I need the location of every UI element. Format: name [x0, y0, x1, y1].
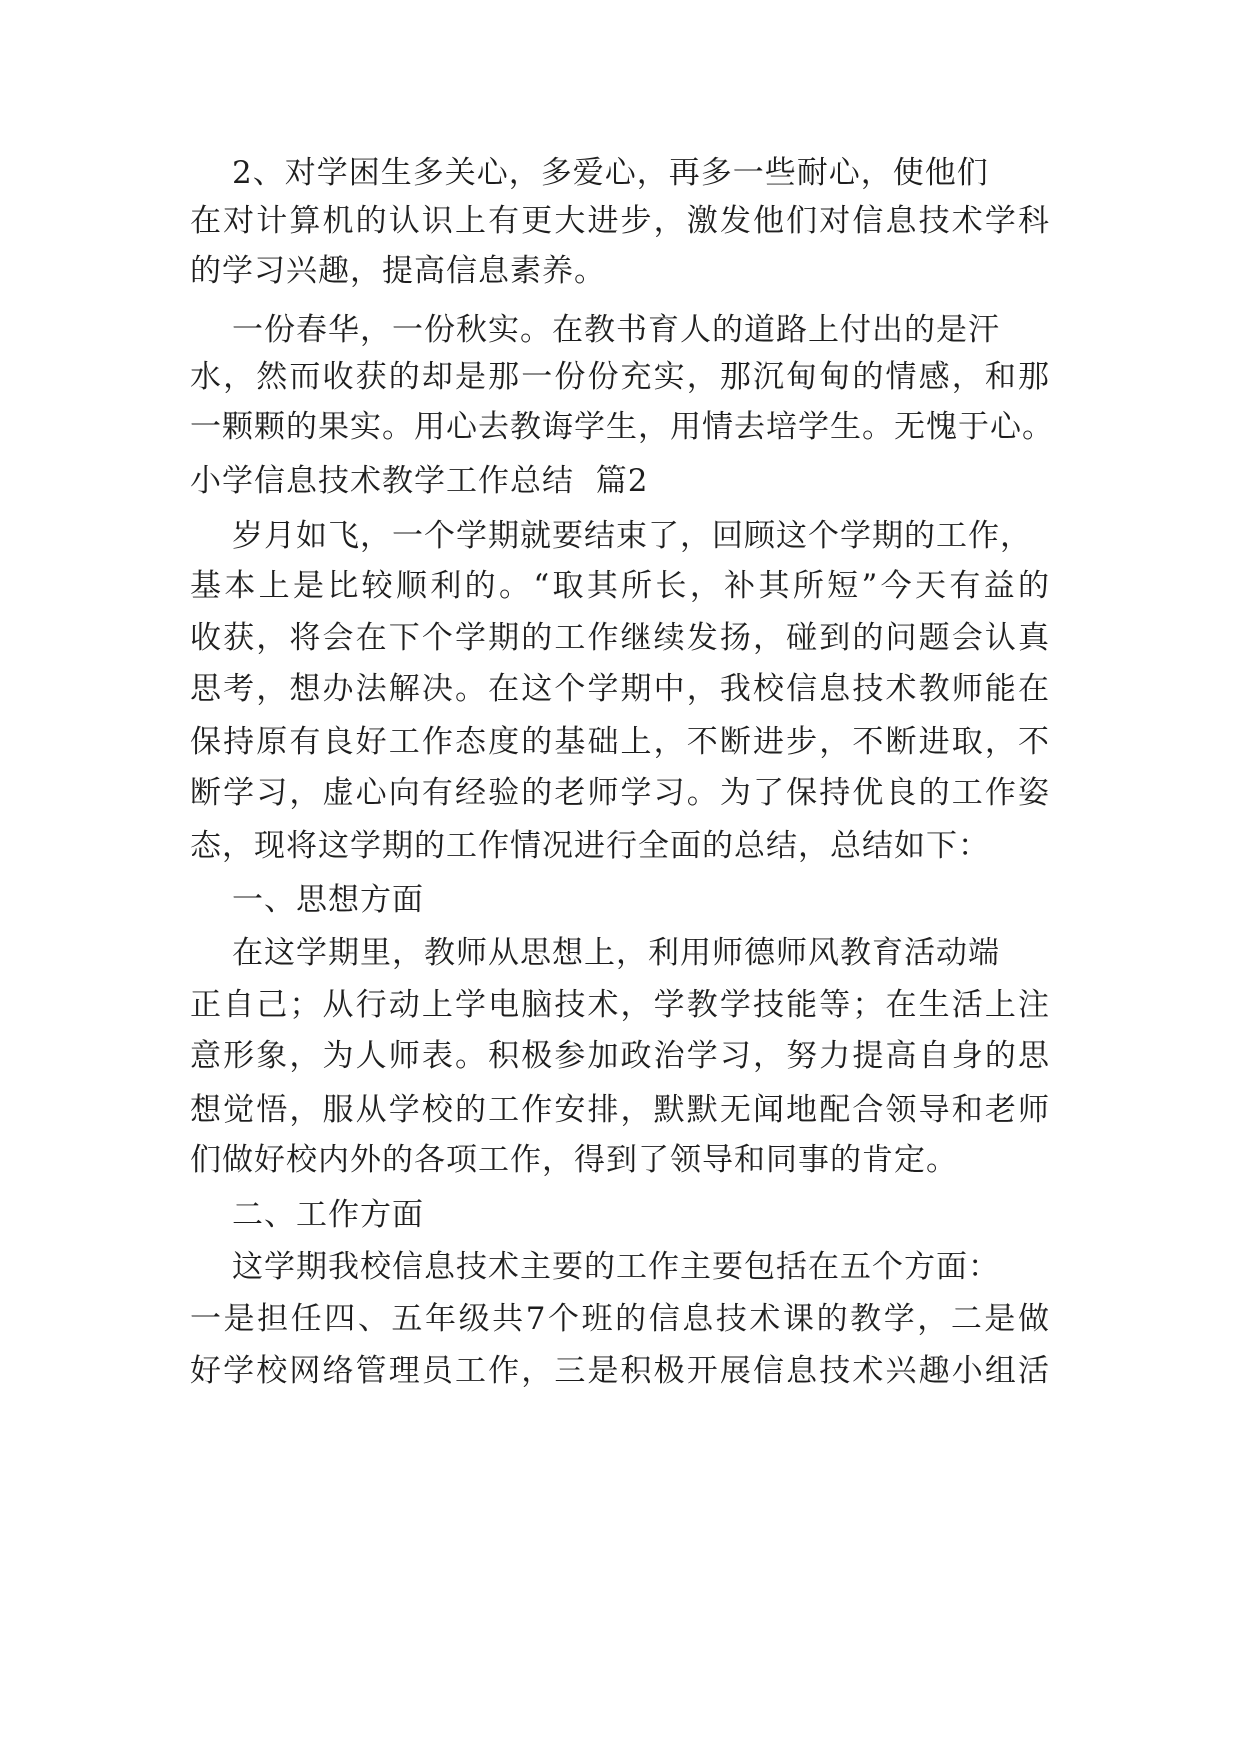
- paragraph-line: 的学习兴趣，提高信息素养。: [190, 253, 606, 289]
- paragraph-line: 们做好校内外的各项工作，得到了领导和同事的肯定。: [190, 1142, 958, 1178]
- section-heading: 一、思想方面: [232, 882, 424, 918]
- paragraph-line: 这学期我校信息技术主要的工作主要包括在五个方面：: [232, 1249, 1000, 1285]
- paragraph-line: 保持原有良好工作态度的基础上，不断进步，不断进取，不: [190, 724, 1050, 760]
- paragraph-line: 水，然而收获的却是那一份份充实，那沉甸甸的情感，和那: [190, 359, 1050, 395]
- paragraph-line: 态，现将这学期的工作情况进行全面的总结，总结如下：: [190, 828, 990, 864]
- paragraph-line: 2、对学困生多关心，多爱心，再多一些耐心，使他们: [232, 155, 989, 191]
- paragraph-line: 一份春华，一份秋实。在教书育人的道路上付出的是汗: [232, 312, 1000, 348]
- paragraph-line: 想觉悟，服从学校的工作安排，默默无闻地配合领导和老师: [190, 1092, 1050, 1128]
- paragraph-line: 一是担任四、五年级共7个班的信息技术课的教学，二是做: [190, 1301, 1050, 1337]
- paragraph-line: 好学校网络管理员工作，三是积极开展信息技术兴趣小组活: [190, 1353, 1050, 1389]
- paragraph-line: 收获，将会在下个学期的工作继续发扬，碰到的问题会认真: [190, 620, 1050, 656]
- paragraph-line: 一颗颗的果实。用心去教诲学生，用情去培学生。无愧于心。: [190, 409, 1054, 445]
- paragraph-line: 基本上是比较顺利的。“取其所长，补其所短”今天有益的: [190, 568, 1050, 604]
- paragraph-line: 在这学期里，教师从思想上，利用师德师风教育活动端: [232, 935, 1000, 971]
- paragraph-line: 思考，想办法解决。在这个学期中，我校信息技术教师能在: [190, 671, 1050, 707]
- paragraph-line: 正自己；从行动上学电脑技术，学教学技能等；在生活上注: [190, 987, 1050, 1023]
- paragraph-line: 在对计算机的认识上有更大进步，激发他们对信息技术学科: [190, 203, 1050, 239]
- section-heading: 二、工作方面: [232, 1197, 424, 1233]
- section-title: 小学信息技术教学工作总结 篇2: [190, 463, 649, 499]
- paragraph-line: 意形象，为人师表。积极参加政治学习，努力提高自身的思: [190, 1038, 1050, 1074]
- paragraph-line: 岁月如飞，一个学期就要结束了，回顾这个学期的工作，: [232, 518, 1032, 554]
- paragraph-line: 断学习，虚心向有经验的老师学习。为了保持优良的工作姿: [190, 775, 1050, 811]
